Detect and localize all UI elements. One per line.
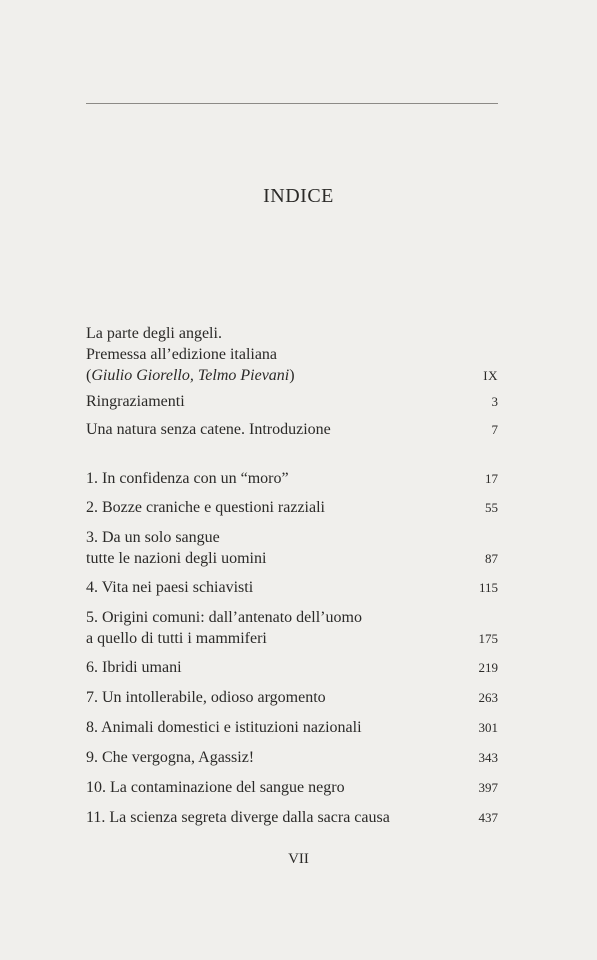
- toc-entry-chapter-9[interactable]: [86, 747, 498, 768]
- toc-entry-chapter-6[interactable]: [86, 657, 498, 678]
- toc-entry-chapter-5[interactable]: [86, 607, 498, 649]
- toc-page-number: 17: [485, 471, 498, 486]
- toc-page-number: 115: [478, 580, 498, 595]
- toc-page-number: IX: [483, 368, 498, 383]
- toc-entry-line: 10. La contaminazione del sangue negro: [86, 779, 345, 796]
- toc-entry-line: 9. Che vergogna, Agassiz!: [86, 749, 255, 766]
- toc-entry-chapter-11[interactable]: [86, 807, 498, 828]
- toc-page-number: 7: [491, 422, 498, 437]
- authors-close-paren: ): [289, 367, 295, 384]
- toc-page-number: 3: [491, 394, 498, 409]
- toc-entry-chapter-3[interactable]: [86, 527, 498, 569]
- toc-page-number: 219: [478, 660, 498, 675]
- toc-entry-line: Una natura senza catene. Introduzione: [86, 421, 331, 438]
- toc-page-number: 343: [478, 750, 498, 765]
- toc-entry-authors: [86, 365, 498, 386]
- toc-entry-line: 7. Un intollerabile, odioso argomento: [86, 689, 326, 706]
- toc-page-number: 437: [478, 810, 498, 825]
- toc-page-number: 263: [478, 690, 498, 705]
- toc-entry-line: La parte degli angeli.: [86, 325, 222, 342]
- toc-entry-premessa[interactable]: [86, 323, 498, 386]
- toc-entry-line: a quello di tutti i mammiferi: [86, 630, 267, 647]
- page-title: INDICE: [263, 185, 334, 207]
- toc-entry-line: Premessa all’edizione italiana: [86, 346, 278, 363]
- toc-page-number: 301: [478, 720, 498, 735]
- toc-page-number: 397: [478, 780, 498, 795]
- toc-entry-ringraziamenti[interactable]: [86, 391, 498, 412]
- toc-entry-line: 2. Bozze craniche e questioni razziali: [86, 499, 325, 516]
- toc-entry-chapter-7[interactable]: [86, 687, 498, 708]
- toc-entry-chapter-2[interactable]: [86, 497, 498, 518]
- toc-page-number: 175: [478, 631, 498, 646]
- toc-entry-chapter-4[interactable]: [86, 577, 498, 598]
- toc-entry-line: 4. Vita nei paesi schiavisti: [86, 579, 254, 596]
- toc-entry-line: 1. In confidenza con un “moro”: [86, 470, 289, 487]
- toc-entry-chapter-1[interactable]: [86, 468, 498, 489]
- toc-entry-line: 3. Da un solo sangue: [86, 529, 220, 546]
- header-rule: [86, 103, 498, 104]
- toc-page-number: 87: [485, 551, 498, 566]
- toc-entry-chapter-10[interactable]: [86, 777, 498, 798]
- toc-entry-line: 11. La scienza segreta diverge dalla sacra causa: [86, 809, 390, 826]
- toc-entry-line: 6. Ibridi umani: [86, 659, 182, 676]
- page-number-folio: VII: [288, 851, 309, 867]
- toc-entry-line: tutte le nazioni degli uomini: [86, 550, 267, 567]
- toc-entry-line: 8. Animali domestici e istituzioni nazionali: [86, 719, 362, 736]
- toc-entry-line: Ringraziamenti: [86, 393, 185, 410]
- toc-entry-introduzione[interactable]: [86, 419, 498, 440]
- toc-entry-line: 5. Origini comuni: dall’antenato dell’uomo: [86, 609, 362, 626]
- toc-page-number: 55: [485, 500, 498, 515]
- toc-entry-chapter-8[interactable]: [86, 717, 498, 738]
- authors-names: Giulio Giorello, Telmo Pievani: [91, 367, 290, 384]
- authors-open-paren: (: [86, 367, 92, 384]
